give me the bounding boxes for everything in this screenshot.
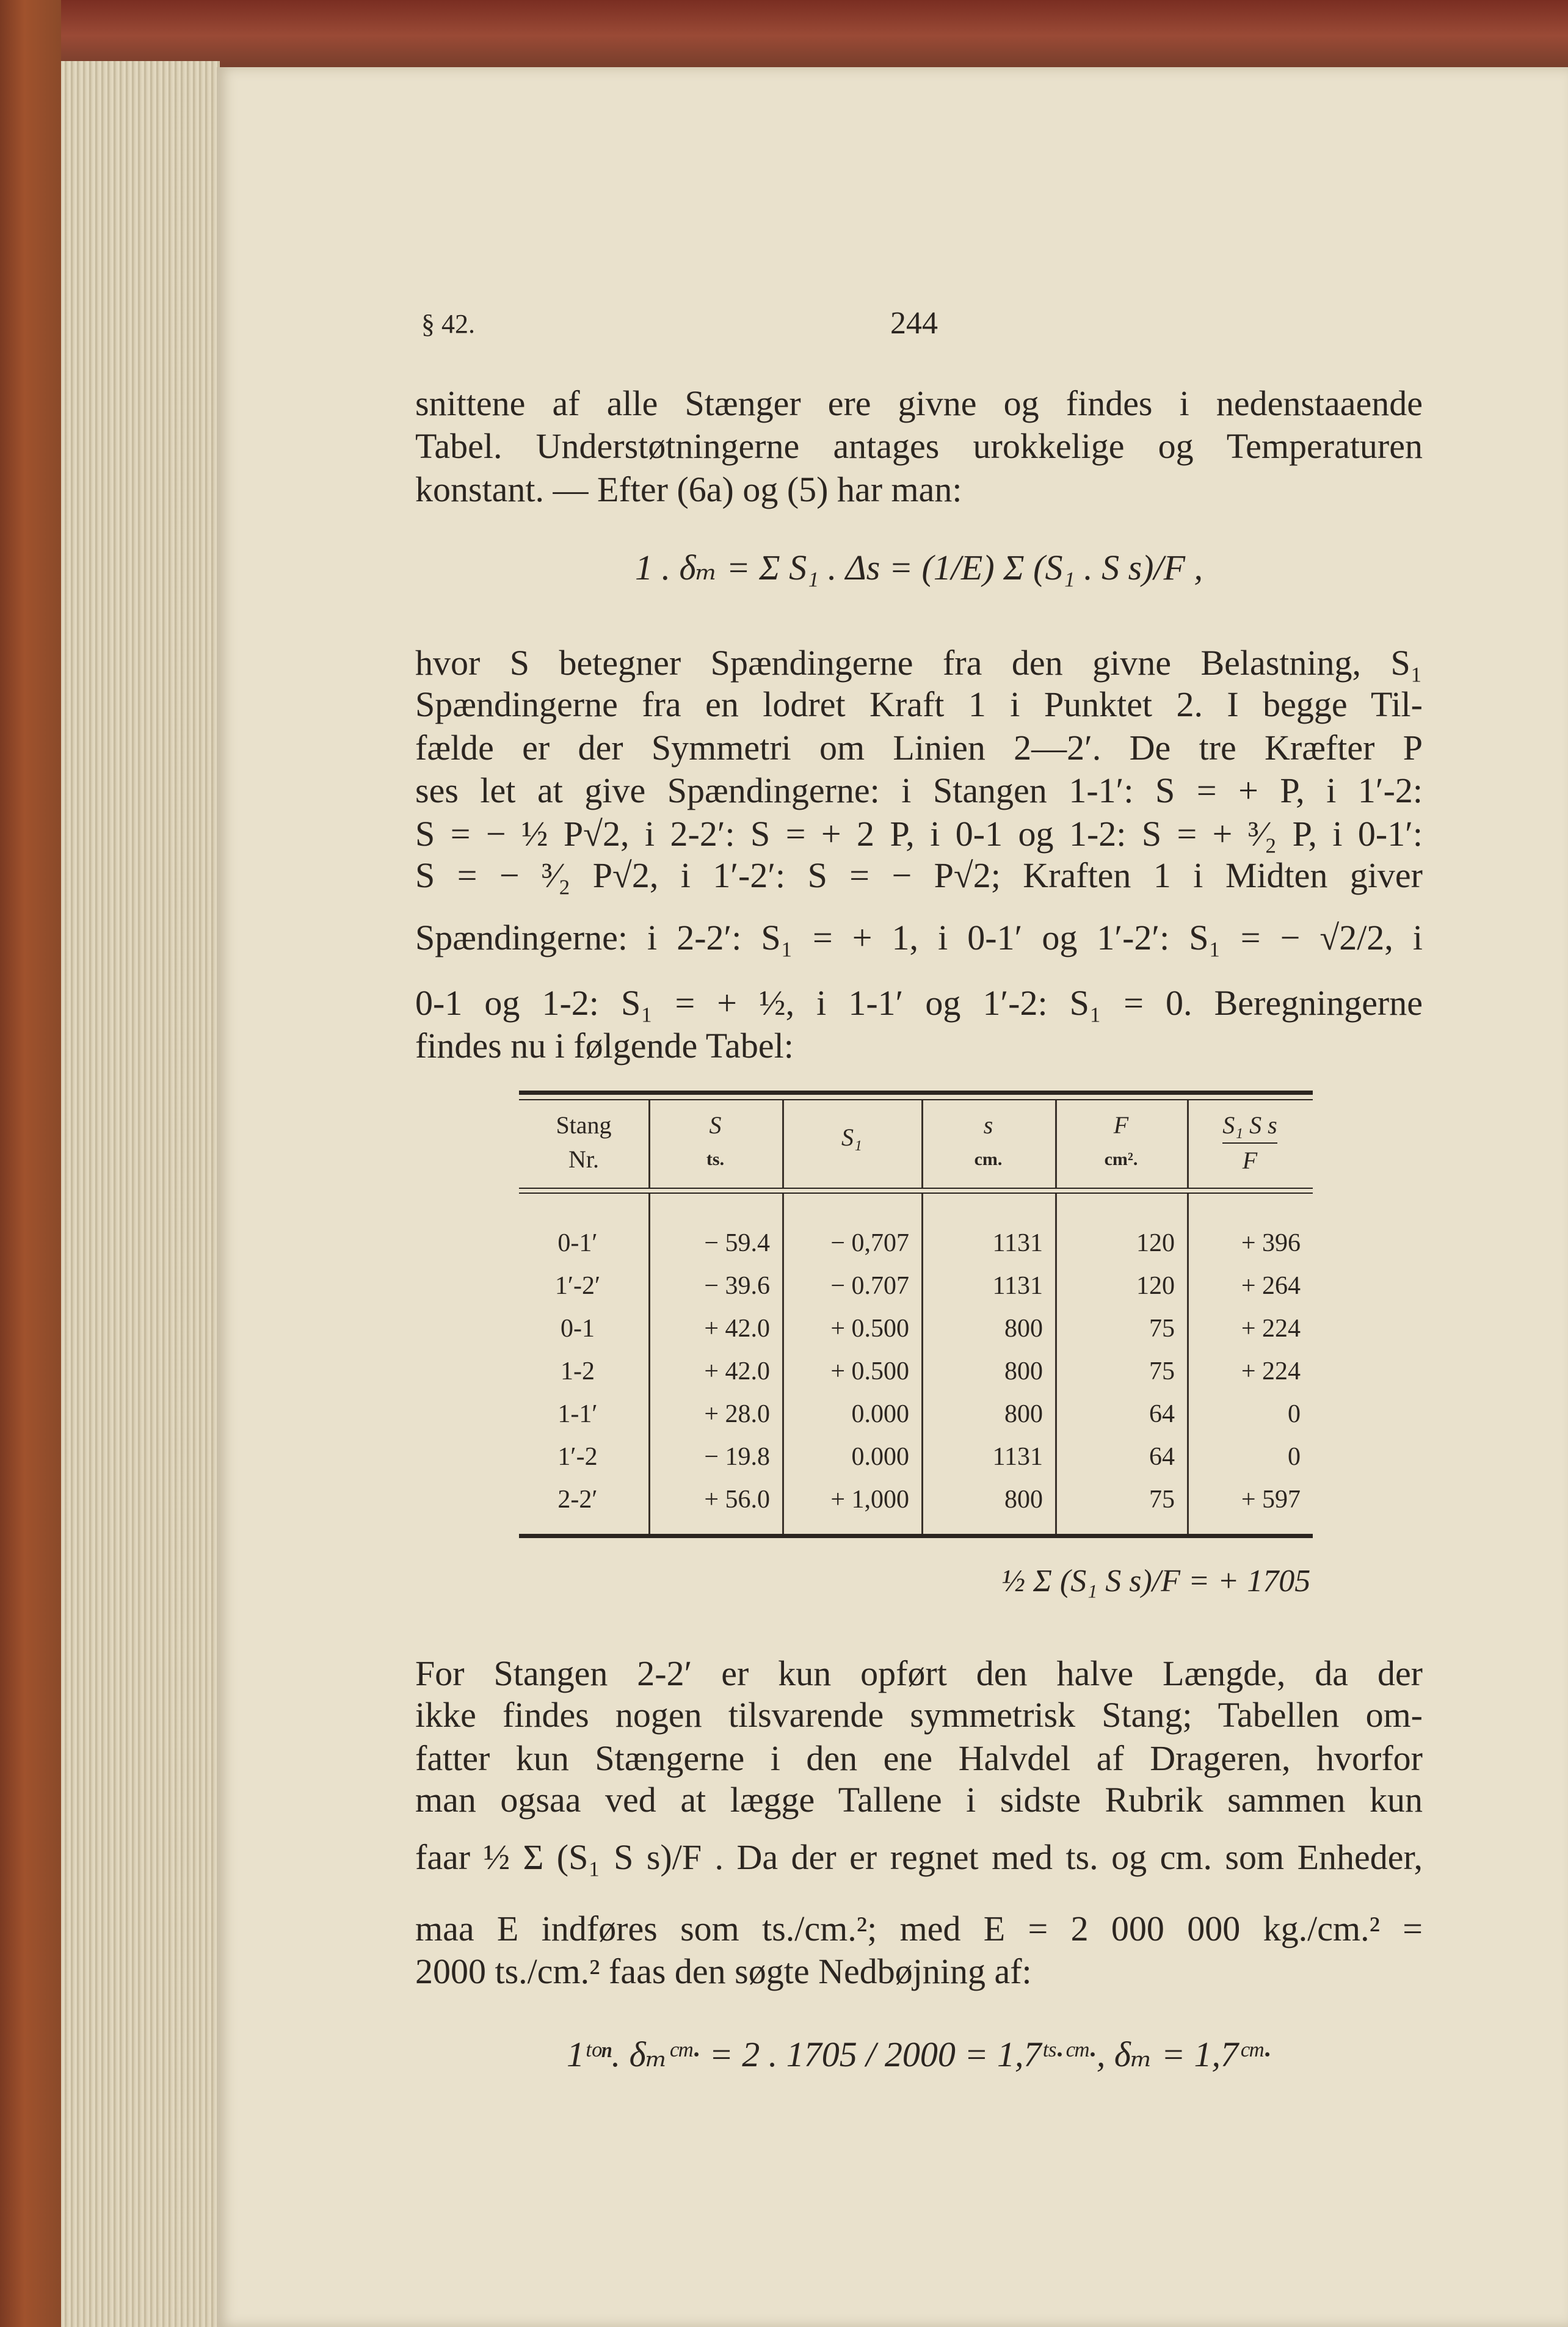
cell-bar: 2-2′ xyxy=(557,1486,598,1514)
header-s1: S₁ xyxy=(841,1124,862,1151)
cell-unit-stress: 0.000 xyxy=(851,1443,909,1471)
text-line: S = − ³⁄₂ P√2, i 1′-2′: S = − P√2; Kraften 1 i Midten giver xyxy=(415,855,1423,895)
cell-product: + 597 xyxy=(1241,1486,1301,1514)
cell-stress: + 28.0 xyxy=(704,1400,770,1428)
cell-stress: + 56.0 xyxy=(704,1486,770,1514)
cell-area: 120 xyxy=(1136,1272,1175,1300)
cell-unit-stress: − 0,707 xyxy=(830,1229,909,1257)
cell-unit-stress: 0.000 xyxy=(851,1400,909,1428)
text-line: ses let at give Spændingerne: i Stangen 1-1′: S = + P, i 1′-2: xyxy=(415,771,1423,810)
cell-area: 75 xyxy=(1149,1357,1175,1385)
cell-length: 800 xyxy=(1004,1357,1043,1385)
text-line: maa E indføres som ts./cm.²; med E = 2 000 000 kg./cm.² = xyxy=(415,1909,1423,1948)
cell-area: 64 xyxy=(1149,1400,1175,1428)
cell-stress: + 42.0 xyxy=(704,1357,770,1385)
cell-stress: − 59.4 xyxy=(704,1229,770,1257)
cell-bar: 1′-2 xyxy=(557,1443,598,1471)
cell-stress: + 42.0 xyxy=(704,1315,770,1343)
text-line: Spændingerne fra en lodret Kraft 1 i Punktet 2. I begge Til- xyxy=(415,684,1423,724)
cell-area: 75 xyxy=(1149,1486,1175,1514)
cell-unit-stress: − 0.707 xyxy=(830,1272,909,1300)
cell-bar: 1-1′ xyxy=(557,1400,598,1428)
cell-length: 1131 xyxy=(992,1229,1043,1257)
cell-stress: − 39.6 xyxy=(704,1272,770,1300)
page-stack-edges xyxy=(61,61,220,2327)
header-s: S ts. xyxy=(706,1111,725,1169)
text-line: hvor S betegner Spændingerne fra den givne Belastning, S₁ xyxy=(415,643,1423,683)
header-product: S₁ S s F xyxy=(1187,1108,1313,1178)
cell-product: + 264 xyxy=(1241,1272,1301,1300)
formula-result: 1ᵗᵒⁿ. δₘᶜᵐ· = 2 . 1705 / 2000 = 1,7ᵗˢ·ᶜᵐ·, δₘ = 1,7ᶜᵐ· xyxy=(567,2035,1271,2074)
page-number: 244 xyxy=(890,306,938,341)
cell-product: + 224 xyxy=(1241,1315,1301,1343)
cell-length: 800 xyxy=(1004,1315,1043,1343)
text-line: snittene af alle Stænger ere givne og findes i nedenstaaende xyxy=(415,383,1423,423)
text-line: konstant. — Efter (6a) og (5) har man: xyxy=(415,470,962,509)
header-stang: Stang Nr. xyxy=(556,1111,612,1173)
cell-unit-stress: + 0.500 xyxy=(830,1315,909,1343)
text-line: Spændingerne: i 2-2′: S₁ = + 1, i 0-1′ og 1′-2′: S₁ = − √2/2, i xyxy=(415,918,1423,957)
cell-product: + 396 xyxy=(1241,1229,1301,1257)
cell-area: 64 xyxy=(1149,1443,1175,1471)
text-line: fatter kun Stængerne i den ene Halvdel af Drageren, hvorfor xyxy=(415,1738,1423,1778)
book-cover-edge xyxy=(0,0,61,2327)
text-line: Tabel. Understøtningerne antages urokkelige og Temperaturen xyxy=(415,426,1423,466)
cell-length: 1131 xyxy=(992,1272,1043,1300)
text-line: findes nu i følgende Tabel: xyxy=(415,1026,794,1065)
cell-bar: 0-1′ xyxy=(557,1229,598,1257)
cell-unit-stress: + 1,000 xyxy=(830,1486,909,1514)
cell-area: 75 xyxy=(1149,1315,1175,1343)
cell-stress: − 19.8 xyxy=(704,1443,770,1471)
cell-length: 800 xyxy=(1004,1400,1043,1428)
header-length: s cm. xyxy=(974,1111,1003,1169)
cell-unit-stress: + 0.500 xyxy=(830,1357,909,1385)
header-area: F cm². xyxy=(1104,1111,1138,1169)
cell-bar: 1-2 xyxy=(561,1357,595,1385)
cell-length: 800 xyxy=(1004,1486,1043,1514)
text-line: man ogsaa ved at lægge Tallene i sidste Rubrik sammen kun xyxy=(415,1780,1423,1820)
cell-bar: 1′-2′ xyxy=(554,1272,601,1300)
cell-length: 1131 xyxy=(992,1443,1043,1471)
section-number: § 42. xyxy=(421,309,475,339)
text-line: For Stangen 2-2′ er kun opført den halve Længde, da der xyxy=(415,1654,1423,1693)
text-line: ikke findes nogen tilsvarende symmetrisk Stang; Tabellen om- xyxy=(415,1695,1423,1735)
formula-deflection: 1 . δₘ = Σ S₁ . Δs = (1/E) Σ (S₁ . S s)/F , xyxy=(634,548,1203,587)
cell-product: 0 xyxy=(1288,1443,1301,1471)
cell-product: + 224 xyxy=(1241,1357,1301,1385)
text-line: 0-1 og 1-2: S₁ = + ½, i 1-1′ og 1′-2: S₁ = 0. Beregningerne xyxy=(415,983,1423,1023)
text-line: S = − ½ P√2, i 2-2′: S = + 2 P, i 0-1 og 1-2: S = + ³⁄₂ P, i 0-1′: xyxy=(415,814,1423,854)
cell-area: 120 xyxy=(1136,1229,1175,1257)
cell-product: 0 xyxy=(1288,1400,1301,1428)
text-line: fælde er der Symmetri om Linien 2—2′. De tre Kræfter P xyxy=(415,728,1423,768)
cell-bar: 0-1 xyxy=(561,1315,595,1343)
text-line: faar ½ Σ (S₁ S s)/F . Da der er regnet med ts. og cm. som Enheder, xyxy=(415,1837,1423,1877)
text-line: 2000 ts./cm.² faas den søgte Nedbøjning af: xyxy=(415,1951,1032,1991)
table-sum: ½ Σ (S₁ S s)/F = + 1705 xyxy=(1001,1564,1311,1599)
